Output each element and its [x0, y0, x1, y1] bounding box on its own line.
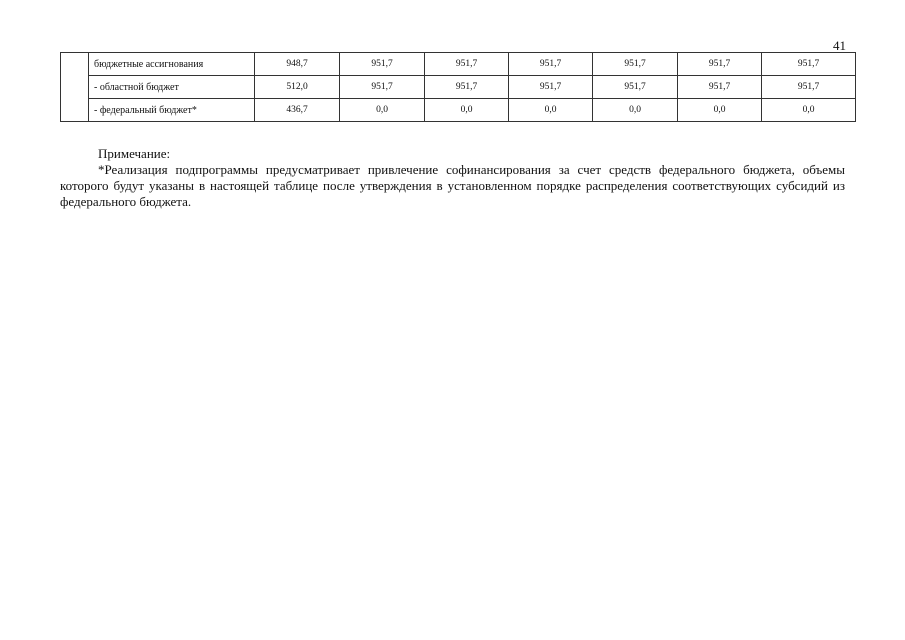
table-cell: 951,7	[762, 76, 856, 99]
table-cell: 512,0	[255, 76, 340, 99]
table-cell: 0,0	[340, 99, 425, 122]
table-row	[61, 99, 856, 122]
footnote-title: Примечание:	[98, 146, 171, 161]
table-cell: 0,0	[678, 99, 762, 122]
merged-left-cell	[61, 53, 89, 122]
table-cell: 951,7	[425, 53, 509, 76]
table-cell: 436,7	[255, 99, 340, 122]
row-label: - областной бюджет	[89, 76, 255, 99]
table-row	[61, 76, 856, 99]
table-cell: 951,7	[340, 53, 425, 76]
table-cell: 951,7	[509, 76, 593, 99]
table-cell: 0,0	[593, 99, 678, 122]
table-cell: 0,0	[425, 99, 509, 122]
table-cell: 951,7	[762, 53, 856, 76]
table-cell: 951,7	[340, 76, 425, 99]
table-cell: 948,7	[255, 53, 340, 76]
table-row	[61, 53, 856, 76]
table-cell: 951,7	[678, 76, 762, 99]
footnote-body: *Реализация подпрограммы предусматривает привлечение софинансирования за счет средств федерального бюджета, объемы которого будут указаны в настоящей таблице после утверждения в установленном порядке распределения соответствующих субсидий из федерального бюджета.	[60, 162, 845, 209]
table-cell: 951,7	[593, 76, 678, 99]
table-cell: 951,7	[425, 76, 509, 99]
budget-table	[60, 52, 856, 122]
table-cell: 951,7	[678, 53, 762, 76]
row-label: бюджетные ассигнования	[89, 53, 255, 76]
footnote	[60, 146, 845, 210]
table-cell: 0,0	[509, 99, 593, 122]
table-cell: 0,0	[762, 99, 856, 122]
table-cell: 951,7	[593, 53, 678, 76]
row-label: - федеральный бюджет*	[89, 99, 255, 122]
table-cell: 951,7	[509, 53, 593, 76]
page-number: 41	[833, 38, 846, 53]
